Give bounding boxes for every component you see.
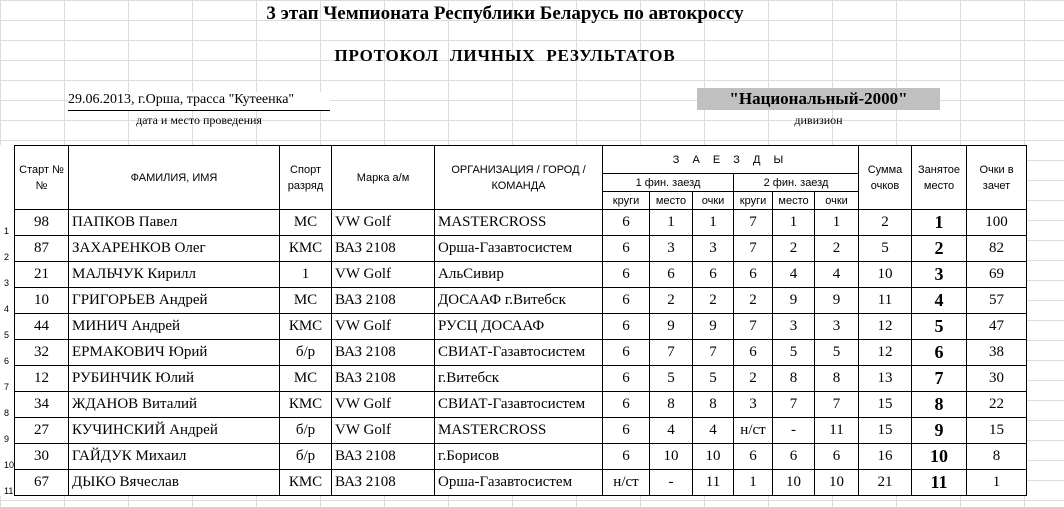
heat2-laps: н/ст [734, 418, 773, 444]
car-model: VW Golf [332, 418, 435, 444]
heat1-laps: 6 [603, 366, 650, 392]
score-points: 30 [967, 366, 1027, 392]
heat1-laps: 6 [603, 314, 650, 340]
score-points: 15 [967, 418, 1027, 444]
score-points: 47 [967, 314, 1027, 340]
header-h2-place: место [773, 192, 815, 210]
start-number: 34 [15, 392, 69, 418]
sport-rank: 1 [280, 262, 332, 288]
heat1-points: 11 [693, 470, 734, 496]
start-number: 21 [15, 262, 69, 288]
header-start: Старт №№ [15, 146, 69, 210]
heat1-points: 3 [693, 236, 734, 262]
final-place: 9 [912, 418, 967, 444]
sport-rank: КМС [280, 392, 332, 418]
final-place: 2 [912, 236, 967, 262]
row-index: 5 [0, 314, 15, 340]
division-caption: дивизион [794, 113, 843, 127]
header-organization: ОРГАНИЗАЦИЯ / ГОРОД / КОМАНДА [435, 146, 603, 210]
heat2-points: 1 [815, 210, 859, 236]
sport-rank: КМС [280, 236, 332, 262]
table-row [0, 210, 1027, 236]
heat1-points: 8 [693, 392, 734, 418]
heat1-points: 10 [693, 444, 734, 470]
table-row [0, 444, 1027, 470]
heat2-place: 8 [773, 366, 815, 392]
results-table [0, 145, 1027, 496]
protocol-subtitle: ПРОТОКОЛ ЛИЧНЫХ РЕЗУЛЬТАТОВ [334, 46, 676, 65]
start-number: 27 [15, 418, 69, 444]
points-sum: 10 [859, 262, 912, 288]
header-heats: З А Е З Д Ы [603, 146, 859, 174]
heat2-place: 9 [773, 288, 815, 314]
heat1-laps: 6 [603, 262, 650, 288]
heat2-place: 10 [773, 470, 815, 496]
row-index: 2 [0, 236, 15, 262]
heat2-laps: 3 [734, 392, 773, 418]
heat2-laps: 7 [734, 210, 773, 236]
table-row [0, 236, 1027, 262]
organization: Орша-Газавтосистем [435, 236, 603, 262]
driver-name: ДЫКО Вячеслав [69, 470, 280, 496]
header-h1-points: очки [693, 192, 734, 210]
car-model: ВАЗ 2108 [332, 366, 435, 392]
points-sum: 15 [859, 392, 912, 418]
organization: СВИАТ-Газавтосистем [435, 340, 603, 366]
start-number: 44 [15, 314, 69, 340]
heat2-points: 5 [815, 340, 859, 366]
heat2-place: 7 [773, 392, 815, 418]
sport-rank: КМС [280, 314, 332, 340]
heat1-points: 7 [693, 340, 734, 366]
final-place: 3 [912, 262, 967, 288]
header-car: Марка а/м [332, 146, 435, 210]
final-place: 4 [912, 288, 967, 314]
row-index: 9 [0, 418, 15, 444]
driver-name: ГРИГОРЬЕВ Андрей [69, 288, 280, 314]
heat2-points: 6 [815, 444, 859, 470]
points-sum: 16 [859, 444, 912, 470]
header-h2-points: очки [815, 192, 859, 210]
heat1-points: 9 [693, 314, 734, 340]
header-final-place: Занятое место [912, 146, 967, 210]
heat1-points: 6 [693, 262, 734, 288]
heat2-points: 2 [815, 236, 859, 262]
row-index: 4 [0, 288, 15, 314]
final-place: 10 [912, 444, 967, 470]
heat1-place: 6 [650, 262, 693, 288]
row-index: 3 [0, 262, 15, 288]
document-title: 3 этап Чемпионата Республики Беларусь по автокроссу [266, 3, 744, 24]
heat2-points: 9 [815, 288, 859, 314]
heat1-points: 2 [693, 288, 734, 314]
final-place: 11 [912, 470, 967, 496]
start-number: 10 [15, 288, 69, 314]
points-sum: 12 [859, 314, 912, 340]
heat1-place: 4 [650, 418, 693, 444]
organization: СВИАТ-Газавтосистем [435, 392, 603, 418]
sport-rank: б/р [280, 418, 332, 444]
car-model: VW Golf [332, 314, 435, 340]
heat1-place: 9 [650, 314, 693, 340]
event-caption: дата и место проведения [136, 113, 262, 127]
header-sport: Спорт разряд [280, 146, 332, 210]
points-sum: 5 [859, 236, 912, 262]
sport-rank: б/р [280, 340, 332, 366]
row-index: 6 [0, 340, 15, 366]
start-number: 30 [15, 444, 69, 470]
heat2-place: 3 [773, 314, 815, 340]
heat2-laps: 6 [734, 444, 773, 470]
heat1-laps: 6 [603, 418, 650, 444]
heat2-place: 5 [773, 340, 815, 366]
start-number: 32 [15, 340, 69, 366]
division-badge: "Национальный-2000" [697, 88, 940, 110]
heat2-laps: 2 [734, 288, 773, 314]
heat1-place: 8 [650, 392, 693, 418]
table-row [0, 470, 1027, 496]
heat2-place: 4 [773, 262, 815, 288]
score-points: 69 [967, 262, 1027, 288]
heat1-place: 3 [650, 236, 693, 262]
heat2-place: - [773, 418, 815, 444]
heat1-laps: 6 [603, 236, 650, 262]
header-score: Очки в зачет [967, 146, 1027, 210]
score-points: 82 [967, 236, 1027, 262]
organization: АльСивир [435, 262, 603, 288]
heat2-place: 6 [773, 444, 815, 470]
score-points: 38 [967, 340, 1027, 366]
start-number: 67 [15, 470, 69, 496]
heat1-laps: 6 [603, 444, 650, 470]
organization: ДОСААФ г.Витебск [435, 288, 603, 314]
heat1-place: 5 [650, 366, 693, 392]
row-index: 7 [0, 366, 15, 392]
sport-rank: МС [280, 288, 332, 314]
final-place: 1 [912, 210, 967, 236]
event-date-location: 29.06.2013, г.Орша, трасса "Кутеенка" [68, 92, 330, 111]
final-place: 8 [912, 392, 967, 418]
start-number: 12 [15, 366, 69, 392]
table-row [0, 366, 1027, 392]
heat1-points: 4 [693, 418, 734, 444]
organization: РУСЦ ДОСААФ [435, 314, 603, 340]
heat2-laps: 7 [734, 236, 773, 262]
header-heat2: 2 фин. заезд [734, 174, 859, 192]
points-sum: 15 [859, 418, 912, 444]
table-row [0, 262, 1027, 288]
row-index: 11 [0, 470, 15, 496]
heat1-place: 7 [650, 340, 693, 366]
heat1-place: 1 [650, 210, 693, 236]
organization: MASTERCROSS [435, 210, 603, 236]
points-sum: 11 [859, 288, 912, 314]
score-points: 1 [967, 470, 1027, 496]
organization: Орша-Газавтосистем [435, 470, 603, 496]
heat2-laps: 2 [734, 366, 773, 392]
driver-name: ГАЙДУК Михаил [69, 444, 280, 470]
row-index: 8 [0, 392, 15, 418]
sport-rank: б/р [280, 444, 332, 470]
organization: г.Борисов [435, 444, 603, 470]
heat2-points: 7 [815, 392, 859, 418]
heat1-place: 10 [650, 444, 693, 470]
driver-name: ЗАХАРЕНКОВ Олег [69, 236, 280, 262]
heat2-points: 8 [815, 366, 859, 392]
heat1-laps: 6 [603, 288, 650, 314]
start-number: 87 [15, 236, 69, 262]
heat2-place: 1 [773, 210, 815, 236]
table-row [0, 288, 1027, 314]
score-points: 8 [967, 444, 1027, 470]
car-model: ВАЗ 2108 [332, 288, 435, 314]
heat1-laps: 6 [603, 392, 650, 418]
start-number: 98 [15, 210, 69, 236]
heat2-points: 11 [815, 418, 859, 444]
heat1-points: 1 [693, 210, 734, 236]
sport-rank: МС [280, 210, 332, 236]
driver-name: РУБИНЧИК Юлий [69, 366, 280, 392]
table-row [0, 418, 1027, 444]
table-row [0, 314, 1027, 340]
driver-name: МИНИЧ Андрей [69, 314, 280, 340]
driver-name: МАЛЬЧУК Кирилл [69, 262, 280, 288]
header-h1-laps: круги [603, 192, 650, 210]
points-sum: 13 [859, 366, 912, 392]
header-sum: Сумма очков [859, 146, 912, 210]
heat2-laps: 6 [734, 340, 773, 366]
car-model: ВАЗ 2108 [332, 470, 435, 496]
heat1-place: 2 [650, 288, 693, 314]
score-points: 57 [967, 288, 1027, 314]
score-points: 100 [967, 210, 1027, 236]
header-h1-place: место [650, 192, 693, 210]
header-name: ФАМИЛИЯ, ИМЯ [69, 146, 280, 210]
car-model: VW Golf [332, 210, 435, 236]
sport-rank: КМС [280, 470, 332, 496]
table-row [0, 340, 1027, 366]
organization: г.Витебск [435, 366, 603, 392]
final-place: 7 [912, 366, 967, 392]
car-model: VW Golf [332, 262, 435, 288]
driver-name: КУЧИНСКИЙ Андрей [69, 418, 280, 444]
car-model: ВАЗ 2108 [332, 444, 435, 470]
car-model: ВАЗ 2108 [332, 340, 435, 366]
score-points: 22 [967, 392, 1027, 418]
final-place: 6 [912, 340, 967, 366]
points-sum: 21 [859, 470, 912, 496]
heat1-laps: 6 [603, 340, 650, 366]
heat2-points: 10 [815, 470, 859, 496]
header-h2-laps: круги [734, 192, 773, 210]
table-row [0, 392, 1027, 418]
header-heat1: 1 фин. заезд [603, 174, 734, 192]
final-place: 5 [912, 314, 967, 340]
row-index: 10 [0, 444, 15, 470]
heat2-place: 2 [773, 236, 815, 262]
heat1-laps: 6 [603, 210, 650, 236]
heat1-place: - [650, 470, 693, 496]
sport-rank: МС [280, 366, 332, 392]
heat2-points: 4 [815, 262, 859, 288]
heat2-laps: 7 [734, 314, 773, 340]
driver-name: ЕРМАКОВИЧ Юрий [69, 340, 280, 366]
car-model: ВАЗ 2108 [332, 236, 435, 262]
heat1-points: 5 [693, 366, 734, 392]
heat1-laps: н/ст [603, 470, 650, 496]
heat2-points: 3 [815, 314, 859, 340]
points-sum: 2 [859, 210, 912, 236]
heat2-laps: 6 [734, 262, 773, 288]
heat2-laps: 1 [734, 470, 773, 496]
driver-name: ПАПКОВ Павел [69, 210, 280, 236]
organization: MASTERCROSS [435, 418, 603, 444]
row-index: 1 [0, 210, 15, 236]
driver-name: ЖДАНОВ Виталий [69, 392, 280, 418]
car-model: VW Golf [332, 392, 435, 418]
points-sum: 12 [859, 340, 912, 366]
